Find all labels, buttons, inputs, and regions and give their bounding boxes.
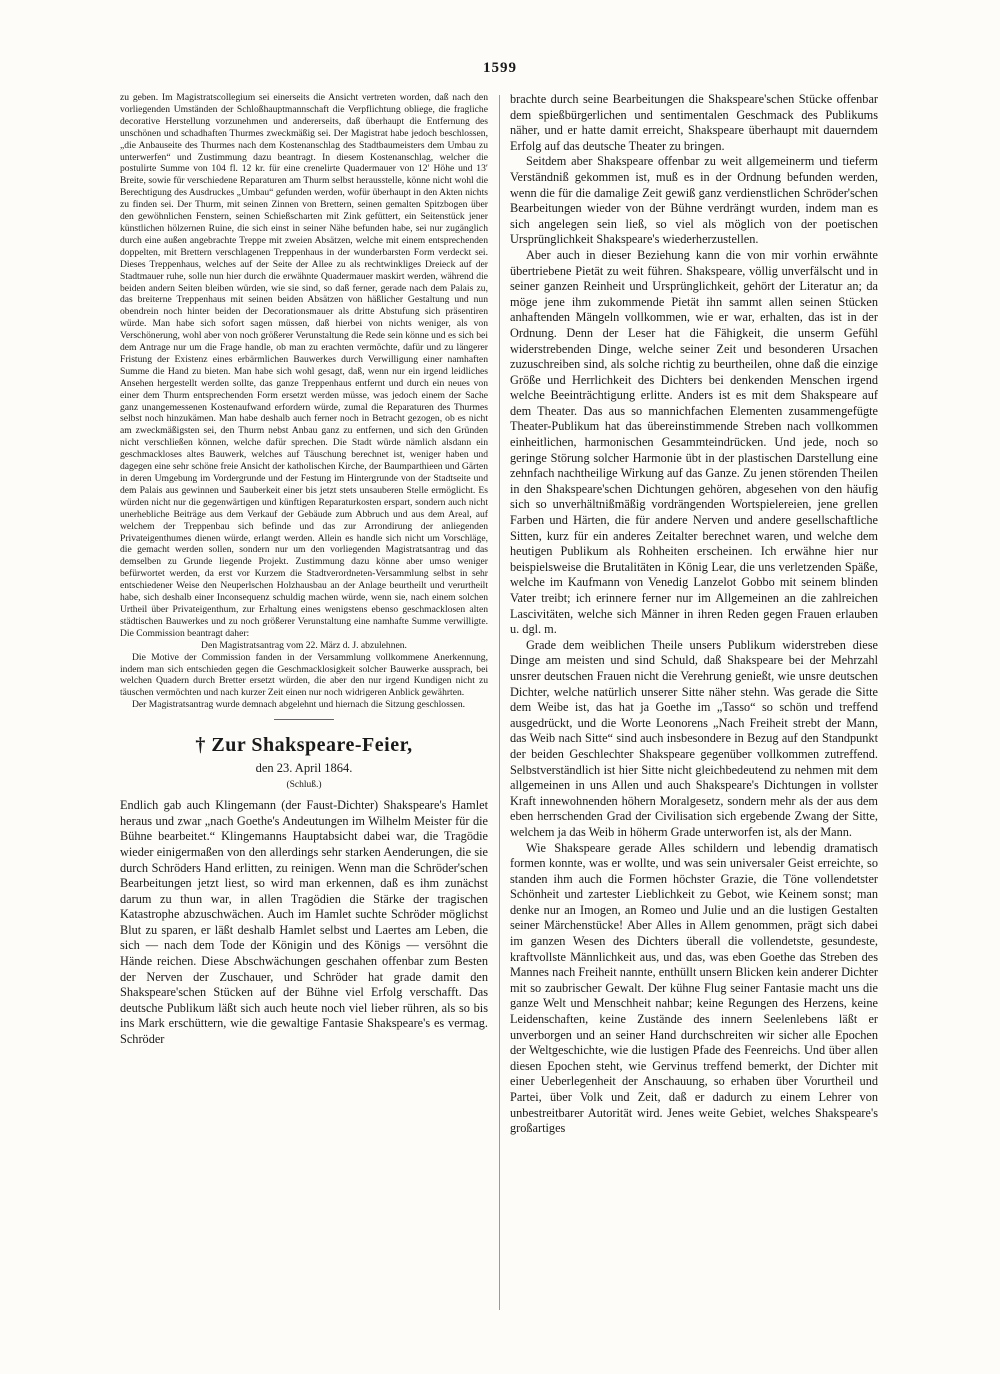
article-paragraph: Aber auch in dieser Beziehung kann die von mir vorhin erwähnte übertriebene Pietät zu weit führen. Shakspeare, völlig unverfälscht und in seiner ganzen Reinheit und Ursprünglichkeit, gehört der Literatur an; da möge jene ihm zukommende Pietät ihn sammt allen seinen Stücken anhaftenden Mängeln vollkommen, wie er war, erhalten, das ist in der Ordnung. Denn der Leser hat die Fähigkeit, die unserm Gefühl widerstrebenden Dinge, welche seiner Zeit und besonderen Ursachen zuzuschreiben sind, als solche richtig zu beurtheilen, ohne daß die einzige Größe und Herrlichkeit des Dichters bei denkenden Menschen irgend welche Beeinträchtigung erlitte. Anders ist es mit dem Shakspeare auf dem Theater. Das aus so mannichfachen Elementen zusammengefügte Theater-Publikum hat das übereinstimmende Streben nach vollkommen einheitlichen, harmonischen Gesammteindrücken. Und jede, noch so geringe Störung solcher Harmonie übt in der plastischen Darstellung eine zehnfach nachtheilige Wirkung auf das Ganze. Zu jenen störenden Theilen in den Shakspeare'schen Dichtungen gehören, abgesehen von den häufig sich so unverhältnißmäßig vordrängenden Wortspielereien, jene grellen Farben und Härten, die für andere Nerven und andere gesellschaftliche Sitten, kurz für ein anderes Zeitalter berechnet waren, und welche dem heutigen Publikum als Rohheiten erscheinen. Ich erwähne hier nur beispielsweise die Brutalitäten in König Lear, die uns verletzenden Späße, welche im Kaufmann von Venedig Lanzelot Gobbo mit seinem blinden Vater treibt; ich erinnere ferner nur im Allgemeinen an die zahlreichen Lascivitäten, welche sich Männer in ihren Reden gegen Frauen erlauben u. dgl. m. [510,247,878,637]
section-separator [274,719,334,720]
article-dateline: den 23. April 1864. [255,761,353,776]
column-divider [499,95,500,1310]
article-paragraph: Endlich gab auch Klingemann (der Faust-Dichter) Shakspeare's Hamlet heraus und zwar „nach Goethe's Andeutungen im Wilhelm Meister für die Bühne bearbeitet.“ Klingemanns Hauptabsicht dabei war, die Tragödie wieder einigermaßen von den allerdings sehr starken Aenderungen, die sie durch Schröders Hand erlitten, zu reinigen. Wenn man die Schröder'schen Bearbeitungen jetzt liest, so wird man erkennen, daß es ihm zunächst darum zu thun war, in allen Tragödien die Stärke der tragischen Katastrophe abzuschwächen. Auch im Hamlet suchte Schröder möglichst Blut zu sparen, er läßt deshalb Hamlet selbst und Laertes am Leben, die sich — nach dem Tode der Königin und des Königs — versöhnt die Hände reichen. Diese Abschwächungen geschahen offenbar zum Besten der Nerven der Zuschauer, und Schröder hat grade damit den Shakspeare'schen Stücken auf der Bühne viel Erfolg verschafft. Das deutsche Publikum läßt sich auch heute noch viel lieber rühren, als so bis ins Mark erschüttern, wie die gewaltige Fantasie Shakspeare's es vermag. Schröder [120,798,488,1047]
article-body-continued [510,92,878,1137]
council-report-paragraph: Die Motive der Commission fanden in der Versammlung vollkommene Anerkennung, indem man sich entschieden gegen die Geschmacklosigkeit solcher Bauwerke aussprach, bei welchen Quadern durch Bretter ersetzt würden, die aber den nur irgend Kundigen nicht zu täuschen vermöchten und nach kurzer Zeit einen nur noch widrigeren Anblick gewährten. [120,651,488,699]
article-paragraph: Grade dem weiblichen Theile unsers Publikum widerstreben diese Dinge am meisten und sind Schuld, daß Shakspeare bei der Mehrzahl unsrer deutschen Frauen nicht die Verehrung genießt, wie unsre deutschen Dichter, welche natürlich unserer Sitte näher stehn. Was gerade die Sitte dem Weibe ist, das hat ja Goethe im „Tasso“ so schön und treffend ausgedrückt, und die Worte Leonorens „Nach Freiheit strebt der Mann, das Weib nach Sitte“ sind auch insbesondere in Bezug auf den Standpunkt der beiden Geschlechter Shakspeare gegenüber vollkommen zutreffend. Selbstverständlich ist hier Sitte nicht gleichbedeutend zu nehmen mit dem allgemeinen in uns Allen und auch Shakspeare's Dichtungen in vollster Kraft innewohnenden höhern Moralgesetz, sondern mehr als der aus dem eben herrschenden Grad der Civilisation sich ergebende Zwang der Sitte, welchem ja das Weib in höherm Grade unterworfen ist, als der Mann. [510,637,878,839]
article-paragraph: brachte durch seine Bearbeitungen die Shakspeare'schen Stücke offenbar dem spießbürgerlichen und sentimentalen Geschmack des Publikums näher, und er hatte damit erreicht, Shakspeare überhaupt mit dauerndem Erfolg auf das deutsche Theater zu bringen. [510,92,878,153]
left-column [120,92,488,1314]
page-number: 1599 [483,60,517,76]
council-report-paragraph: Der Magistratsantrag wurde demnach abgelehnt und hiernach die Sitzung geschlossen. [132,699,466,711]
council-report [120,92,488,711]
council-motion: Den Magistratsantrag vom 22. März d. J. abzulehnen. [201,639,407,651]
article-paragraph: Seitdem aber Shakspeare offenbar zu weit allgemeinerm und tieferm Verständniß gekommen ist, muß es in der Ordnung befunden werden, wenn die für die damalige Zeit gewiß ganz verdienstlichen Schröder'schen Bearbeitungen wieder von der Bühne verdrängt wurden, indem man es sich angelegen sein ließ, so viel als möglich von der poetischen Ursprünglichkeit Shakspeare's wiederherzustellen. [510,154,878,247]
council-report-paragraph: zu geben. Im Magistratscollegium sei einerseits die Ansicht vertreten worden, daß nach den vorliegenden Umständen der Schloßhauptmannschaft die Verpflichtung obliege, die fragliche decorative Herstellung vorzunehmen und andererseits, daß überhaupt die Entfernung des unschönen und schadhaften Thurmes zweckmäßig sei. Der Magistrat habe jedoch beschlossen, „die Anbauseite des Thurmes nach dem Kostenanschlag des Stadtbaumeisters dem Umbau zu unterwerfen“ und Zustimmung dazu beantragt. In diesem Kostenanschlag, welcher die postulirte Summe von 104 fl. 12 kr. für eine crenelirte Quadermauer von 12′ Höhe und 13′ Breite, sowie für verschiedene Reparaturen am Thurm selbst herausstelle, könne nicht wohl die Berechtigung des Ausdruckes „Umbau“ gefunden werden, wofür überhaupt in den Akten nichts zu finden sei. Der Thurm, mit seinen Zinnen von Brettern, seinen gemalten Spitzbogen über den gewöhnlichen Fenstern, seinen Schießscharten mit Zink gefüttert, ein Seitenstück jener künstlichen hölzernen Ruine, die sich einst in seiner Nähe befunden habe, sei nur zugänglich durch eine außen angebrachte Treppe mit zweien Absätzen, welche mit einem entsprechenden doppelten, mit Brettern verschlagenen Treppenhaus in der wunderbarsten Form verdeckt sei. Dieses Treppenhaus, welches auf der Seite der Allee zu als rechtwinkliges Dreieck auf der Stadtmauer ruhe, solle nun hier durch die erwähnte Quadermauer maskirt werden, während die beiden andern Seiten bleiben würden, wie sie sind, so daß ferner, gerade nach dem Palais zu, das breiterne Treppenhaus mit seinen beiden Absätzen von häßlicher Gestaltung und nun obendrein noch hinter beiden der Decorationsmauer als dritte Abstufung sich präsentiren würde. Man habe sich sofort sagen müssen, daß hierbei von nichts weniger, als von Verschönerung, wohl aber von noch größerer Verunstaltung die Rede sein könne und es sich bei dem Antrage nur um die Frage handle, ob man zu erachten vermöchte, dafür und zu längerer Fristung der Existenz eines erbärmlichen Bauwerkes durch Verwilligung einer namhaften Summe die Hand zu bieten. Man habe sich wohl gesagt, daß, wenn nur ein irgend leidliches Ansehen hergestellt werden sollte, das ganze Treppenhaus entfernt und durch ein neues von einer dem Thurm entsprechenden Form ersetzt werden müsse, was jedoch einem der Sache ganz unangemessenen Kostenaufwand erfordern würde, zumal die Reparaturen des Thurmes selbst noch hinzukämen. Man habe deshalb auch ferner noch in Betracht gezogen, ob es nicht am zweckmäßigsten sei, den Thurm nebst Anbau ganz zu entfernen, und sich den Gründen nicht verschließen können, welche dafür sprechen. Die Stadt würde nämlich alsdann ein geschmackloses altes Bauwerk, welches auf Täuschung berechnet ist, weniger haben und dagegen eine sehr schöne freie Ansicht der katholischen Kirche, der Baumparthieen und Gärten in deren Umgebung im Vordergrunde und der Festung im Hintergrunde von der Stadtseite und dem Palais aus gewinnen und Sauberkeit einer bis jetzt stets unsauberen Stelle ermöglicht. Es würden nicht nur die gegenwärtigen und künftigen Reparaturkosten erspart, sondern auch nicht unerhebliche Beiträge aus dem Verkauf der Gebäude zum Abbruch und aus dem Areal, auf welchem der Treppenbau sich befinde und das zur Arrondirung der anliegenden Privateigenthumes dienen würde, erlangt werden. Allein es handle sich nicht um Vorschläge, die gemacht werden sollen, sondern nur um den vorliegenden Magistratsantrag und das demselben zu Grunde liegende Projekt. Zustimmung dazu könne aber umso weniger befürwortet werden, da erst vor Kurzem die Stadtverordneten-Versammlung selbst in sehr entschiedener Weise den Neuperlschen Holzhausbau an der Anlage beurtheilt und verurtheilt habe, sich deshalb einer Inconsequenz schuldig machen würde, wenn sie, nach einem solchen Urtheil über Privateigenthum, zur Erhaltung eines wenigstens ebenso geschmacklosen alten städtischen Bauwerkes und zu noch größerer Verunstaltung eine namhafte Summe verwilligte. Die Commission beantragt daher: [120,92,488,639]
article-continuation-note: (Schluß.) [286,780,322,791]
article-body [120,798,488,1048]
article-paragraph: Wie Shakspeare gerade Alles schildern und lebendig dramatisch formen konnte, was er wollte, und was sein universaler Geist erreichte, so standen ihm auch die Formen höchster Grazie, die Töne vollendetster Schönheit und zartester Lieblichkeit zu Gebot, wie Keinem sonst; man denke nur an Imogen, an Romeo und Julie und an die lustigen Gestalten seiner Märchenstücke! Aber Alles in Allem genommen, prägt sich dabei im ganzen Wesen des Dichters überall die vollendetste, gesundeste, kraftvollste Männlichkeit aus, und das, was eben Goethe das Streben des Mannes nach Freiheit nannte, enthüllt unsern Blicken kein anderer Dichter mit so zaubrischer Gewalt. Der kühne Flug seiner Fantasie macht uns die ganze Welt und Menschheit nahbar; keine Regungen des Herzens, keine Leidenschaften, keine Zustände des innern Seelenlebens läßt er unverborgen und an seiner Hand durchschreiten wir sicher alle Epochen der Weltgeschichte, wie die lustigen Pfade des Feenreichs. Und über allen diesen Epochen steht, wie Gervinus treffend bemerkt, der Dichter mit einer Ueberlegenheit der Anschauung, so erhaben über Vorurtheil und Partei, über Volk und Zeit, daß er dadurch zu einem Lehrer von unbestreitbarer Autorität wird. Jenes weite Gebiet, welches Shakspeare's großartiges [510,840,878,1136]
article-title: † Zur Shakspeare-Feier, [195,734,413,757]
right-column [510,92,878,1322]
